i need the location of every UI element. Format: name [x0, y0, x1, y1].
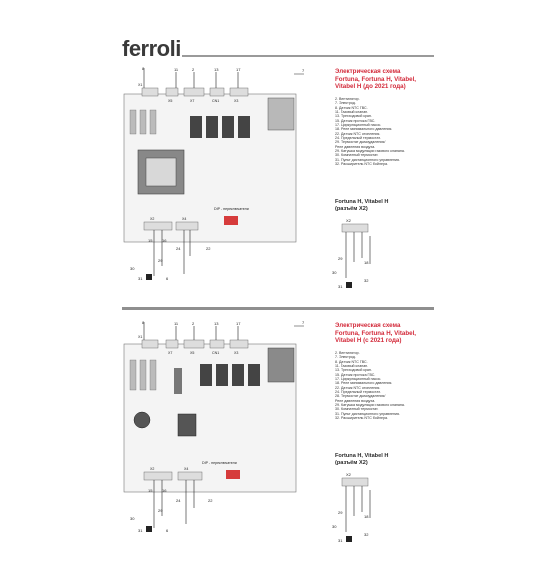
- legend-item: 18. Реле минимального давления.: [335, 381, 393, 386]
- legend-item: 7. Электрод.: [335, 355, 356, 360]
- connector-label: X5: [190, 351, 195, 355]
- legend-item: 2. Вентилятор.: [335, 351, 360, 355]
- legend-item: 24. Предельный термостат.: [335, 136, 381, 141]
- legend-item: 7. Электрод.: [335, 101, 356, 106]
- header-rule: [182, 55, 434, 57]
- legend-item: 24. Предельный термостат.: [335, 390, 381, 395]
- legend-item: 18. Реле минимального давления.: [335, 127, 393, 132]
- component-number: 18: [364, 514, 369, 519]
- legend-item: Реле давления воздуха.: [335, 144, 376, 149]
- section-subtitle: Fortuna H, Vitabel H (разъём X2): [335, 453, 389, 466]
- legend-item: 15. Датчик протока ГВС.: [335, 118, 376, 123]
- section-subtitle: Fortuna H, Vitabel H (разъём X2): [335, 199, 389, 212]
- connector-label: X3: [234, 351, 239, 355]
- legend-item: 30. Комнатный термостат.: [335, 153, 379, 158]
- component-number: 11: [174, 321, 179, 326]
- component-number: 29: [158, 508, 163, 513]
- component-number: 15: [148, 238, 153, 243]
- component-number: 17: [236, 67, 241, 72]
- legend-item: 31. Пульт дистанционного управления.: [335, 411, 400, 416]
- component-number: 7: [302, 68, 305, 73]
- legend-item: 32. Расширитель NTC бойлера.: [335, 416, 388, 421]
- component-number: 6: [166, 276, 169, 281]
- component-number: 24: [176, 498, 181, 503]
- component-number: 13: [214, 321, 219, 326]
- legend-item: 11. Газовый клапан.: [335, 364, 369, 369]
- legend-item: 17. Циркуляционный насос.: [335, 123, 382, 128]
- component-number: 30: [332, 270, 337, 275]
- connector-label: X7: [190, 99, 195, 103]
- section-title: Электрическая схема Fortuna, Fortuna H, Vitabel, Vitabel H (с 2021 года): [335, 322, 417, 345]
- component-number: 30: [130, 516, 135, 521]
- component-number: 15: [148, 488, 153, 493]
- component-number: 29: [338, 256, 343, 261]
- component-number: 31: [138, 528, 143, 533]
- connector-label: CN1: [212, 351, 220, 355]
- wiring-diagram-from-2021: [118, 320, 323, 560]
- connector-label: X3: [234, 99, 239, 103]
- legend-item: 29. Катушка модуляции газового клапана.: [335, 149, 405, 154]
- legend-item: 30. Комнатный термостат.: [335, 407, 379, 412]
- legend-item: 15. Датчик протока ГВС.: [335, 372, 376, 377]
- legend-item: 8. Датчик NTC ГВС.: [335, 105, 368, 110]
- connector-label: X2: [150, 467, 155, 471]
- connector-label: X1: [138, 335, 143, 339]
- wiring-diagram-pre-2021: [118, 66, 323, 306]
- legend-item: 2. Вентилятор.: [335, 97, 360, 101]
- component-number: 32: [364, 278, 369, 283]
- section-title: Электрическая схема Fortuna, Fortuna H, Vitabel, Vitabel H (до 2021 года): [335, 68, 417, 91]
- component-number: 8: [142, 66, 145, 71]
- connector-label: X4: [182, 217, 187, 221]
- legend-item: 13. Трехходовой кран.: [335, 368, 372, 373]
- component-number: 31: [338, 538, 343, 543]
- connector-label: X1: [138, 83, 143, 87]
- component-number: 22: [206, 246, 211, 251]
- component-number: 18: [364, 260, 369, 265]
- connector-label: X5: [168, 99, 173, 103]
- component-number: 16: [162, 238, 167, 243]
- x2-connector-diagram: [330, 218, 390, 293]
- component-number: 17: [236, 321, 241, 326]
- component-number: 22: [208, 498, 213, 503]
- ferroli-logo: ferroli: [122, 36, 181, 61]
- dip-label: DIP - переключатели: [202, 461, 237, 465]
- legend-item: 22. Датчик NTC отопления.: [335, 131, 381, 136]
- connector-label: X7: [168, 351, 173, 355]
- component-number: 32: [364, 532, 369, 537]
- legend-item: 31. Пульт дистанционного управления.: [335, 157, 400, 162]
- connector-label: CN1: [212, 99, 220, 103]
- connector-label: X2: [346, 472, 351, 477]
- component-number: 13: [214, 67, 219, 72]
- component-number: 2: [192, 67, 195, 72]
- component-number: 8: [142, 320, 145, 325]
- component-number: 11: [174, 67, 179, 72]
- component-number: 16: [162, 488, 167, 493]
- legend-item: Реле давления воздуха.: [335, 398, 376, 403]
- legend-item: 11. Газовый клапан.: [335, 110, 369, 115]
- component-legend: [335, 351, 445, 421]
- component-number: 2: [192, 321, 195, 326]
- component-number: 31: [138, 276, 143, 281]
- legend-item: 8. Датчик NTC ГВС.: [335, 359, 368, 364]
- legend-item: 29. Термостат дымоудаления/: [335, 140, 386, 145]
- component-number: 31: [338, 284, 343, 289]
- component-number: 6: [166, 528, 169, 533]
- legend-item: 32. Расширитель NTC бойлера.: [335, 162, 388, 167]
- connector-label: X2: [346, 218, 351, 223]
- section-divider: [122, 307, 434, 310]
- component-number: 29: [338, 510, 343, 515]
- component-number: 30: [332, 524, 337, 529]
- legend-item: 28. Термостат дымоудаления/: [335, 394, 386, 399]
- legend-item: 22. Датчик NTC отопления.: [335, 385, 381, 390]
- legend-item: 17. Циркуляционный насос.: [335, 377, 382, 382]
- component-number: 7: [302, 320, 305, 325]
- connector-label: X2: [150, 217, 155, 221]
- component-legend: [335, 97, 445, 167]
- component-number: 30: [130, 266, 135, 271]
- legend-item: 29. Катушка модуляции газового клапана.: [335, 403, 405, 408]
- dip-label: DIP - переключатели: [214, 207, 249, 211]
- component-number: 29: [158, 258, 163, 263]
- x2-connector-diagram: [330, 472, 390, 547]
- legend-item: 13. Трехходовой кран.: [335, 114, 372, 119]
- component-number: 24: [176, 246, 181, 251]
- connector-label: X4: [184, 467, 189, 471]
